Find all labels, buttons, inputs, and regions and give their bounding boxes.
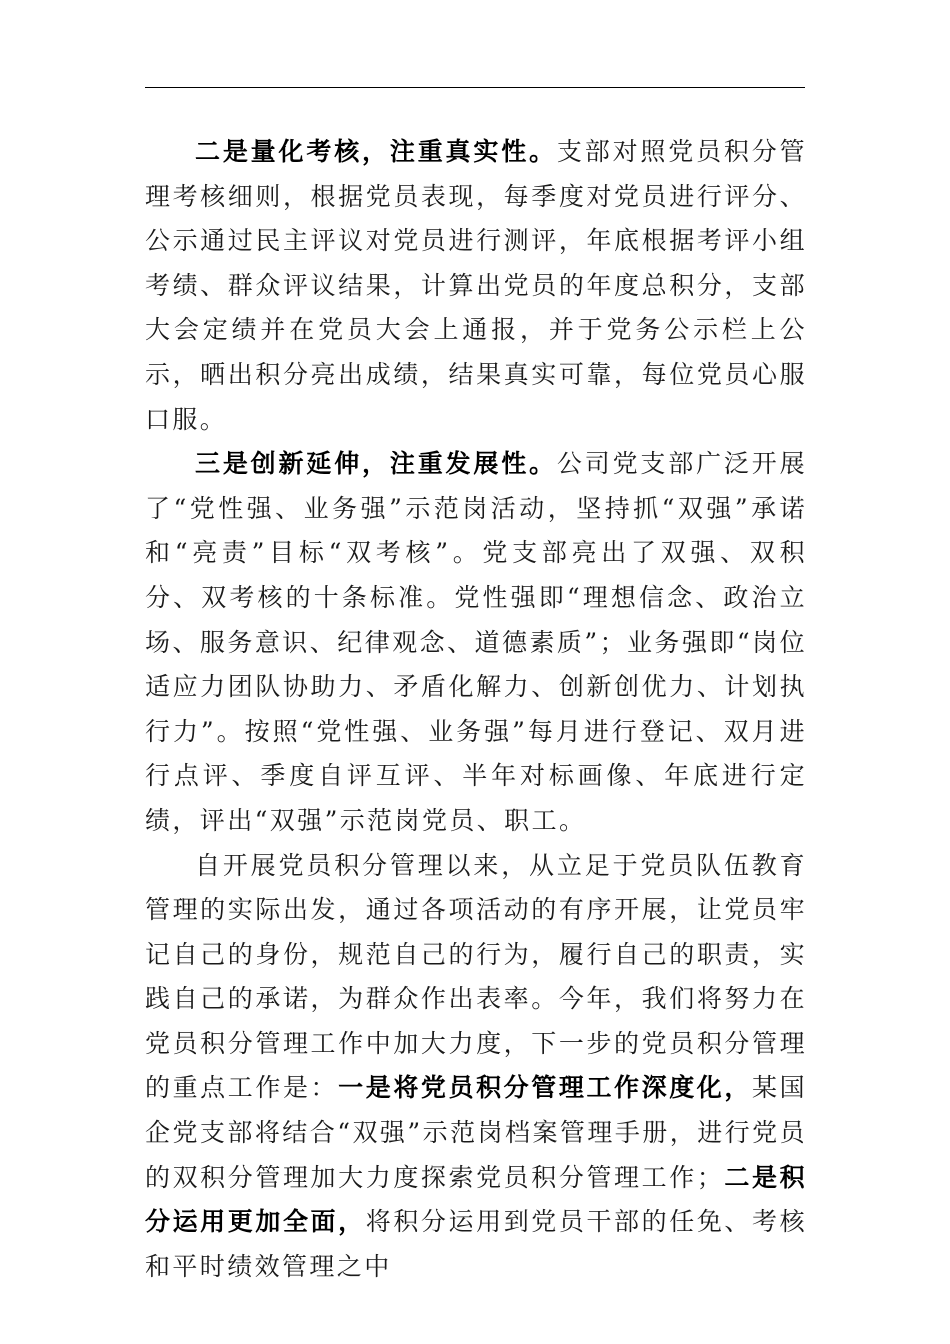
paragraph-heading: 三是创新延伸，注重发展性。 bbox=[195, 449, 557, 479]
document-body bbox=[145, 130, 807, 1289]
paragraph-text: 某国企党支部将结合“双强”示范岗档案管理手册，进行党员的双积分管理加大力度探索党员积分管理工作； bbox=[145, 1073, 807, 1192]
paragraph-heading: 二是量化考核，注重真实性。 bbox=[195, 137, 557, 166]
paragraph-next-steps bbox=[145, 844, 807, 1290]
header-rule bbox=[145, 87, 805, 88]
paragraph-innovation-extension bbox=[145, 442, 807, 843]
paragraph-emphasis: 一是将党员积分管理工作深度化， bbox=[338, 1073, 752, 1103]
paragraph-text: 公司党支部广泛开展了“党性强、业务强”示范岗活动，坚持抓“双强”承诺和“亮责”目标“双考核”。党支部亮出了双强、双积分、双考核的十条标准。党性强即“理想信念、政治立场、服务意识、纪律观念、道德素质”；业务强即“岗位适应力团队协助力、矛盾化解力、创新创优力、计划执行力”。按照“党性强、业务强”每月进行登记、双月进行点评、季度自评互评、半年对标画像、年底进行定绩，评出“双强”示范岗党员、职工。 bbox=[145, 449, 807, 835]
paragraph-text: 自开展党员积分管理以来，从立足于党员队伍教育管理的实际出发，通过各项活动的有序开展，让党员牢记自己的身份，规范自己的行为，履行自己的职责，实践自己的承诺，为群众作出表率。今年，我们将努力在党员积分管理工作中加大力度，下一步的党员积分管理的重点工作是： bbox=[145, 850, 807, 1103]
paragraph-text: 将积分运用到党员干部的任免、考核和平时绩效管理之中 bbox=[145, 1207, 807, 1281]
paragraph-text: 支部对照党员积分管理考核细则，根据党员表现，每季度对党员进行评分、公示通过民主评议对党员进行测评，年底根据考评小组考绩、群众评议结果，计算出党员的年度总积分，支部大会定绩并在党员大会上通报，并于党务公示栏上公示，晒出积分亮出成绩，结果真实可靠，每位党员心服口服。 bbox=[145, 137, 807, 434]
paragraph-emphasis: 二是积分运用更加全面， bbox=[145, 1162, 808, 1237]
paragraph-quantified-assessment bbox=[145, 130, 807, 442]
